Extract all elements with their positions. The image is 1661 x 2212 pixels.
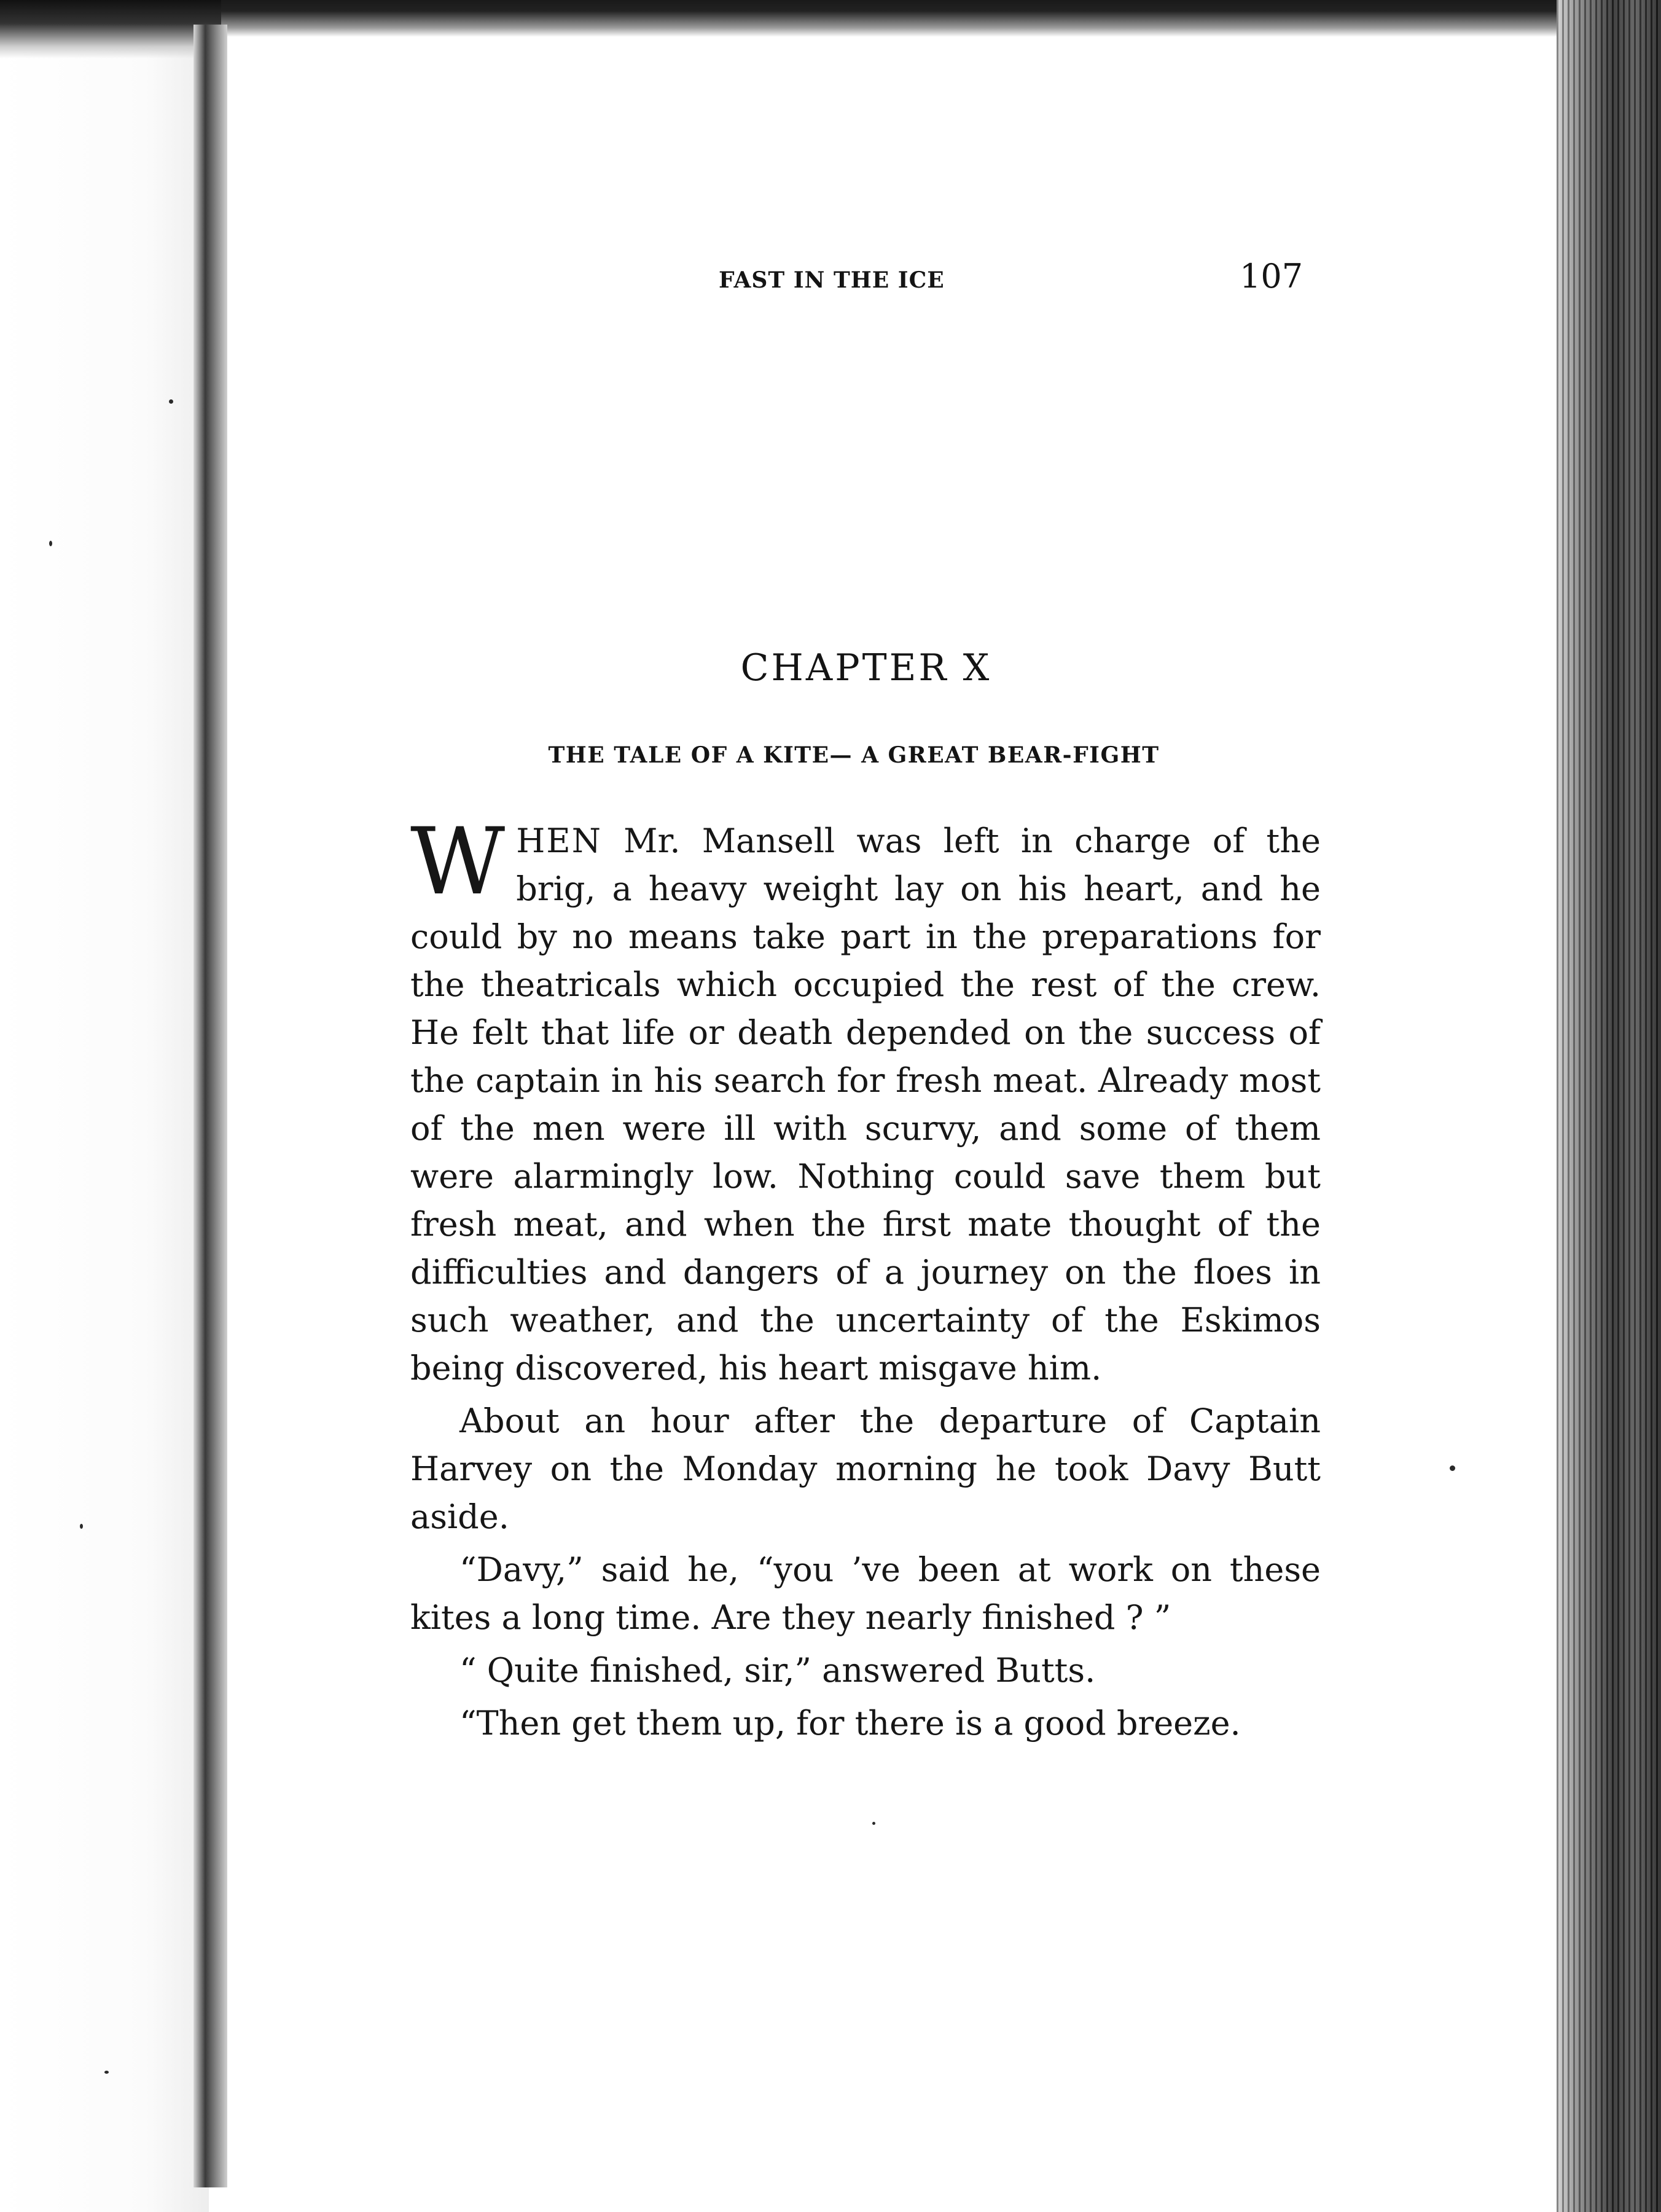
scan-speck — [80, 1524, 83, 1529]
page-stack-lines — [1557, 0, 1661, 2212]
book-gutter — [193, 25, 227, 2187]
running-head: FAST IN THE ICE — [719, 267, 945, 293]
paragraph-3: “Davy,” said he, “you ’ve been at work on these kites a long time. Are they nearly finished ? ” — [410, 1550, 1321, 1637]
paragraph-1 — [410, 809, 1321, 1392]
paragraph-1-text: Mr. Mansell was left in charge of the brig, a heavy weight lay on his heart, and he could by no means take part in the preparations for the theatricals which occupied the rest of the crew. He felt that life or death depended on the success of the captain in his search for fresh meat. Already most of the men were ill with scurvy, and some of them were alarmingly low. Nothing could save them but fresh meat, and when the first mate thought of the difficulties and dangers of a journey on the floes in such weather, and the uncertainty of the Eskimos being discovered, his heart misgave him. — [410, 822, 1321, 1387]
paragraph-2: About an hour after the departure of Captain Harvey on the Monday morning he took Davy Butt aside. — [410, 1402, 1321, 1536]
scan-speck — [1450, 1465, 1455, 1471]
page-number: 107 — [1240, 257, 1303, 296]
chapter-title: CHAPTER X — [740, 646, 992, 689]
scan-speck — [872, 1822, 875, 1825]
scan-speck — [104, 2071, 109, 2074]
lead-word: HEN — [516, 822, 602, 860]
drop-cap: W — [410, 809, 506, 916]
facing-page-edge — [0, 0, 209, 2212]
chapter-subtitle: THE TALE OF A KITE— A GREAT BEAR-FIGHT — [548, 742, 1160, 768]
scan-speck — [49, 541, 52, 546]
chapter-body — [410, 809, 1321, 1747]
paragraph-5: “Then get them up, for there is a good breeze. — [459, 1704, 1241, 1743]
scan-speck — [169, 399, 173, 404]
paragraph-4: “ Quite finished, sir,” answered Butts. — [459, 1651, 1096, 1690]
scan-top-edge — [0, 0, 1661, 37]
scan-top-left-corner — [0, 0, 221, 58]
